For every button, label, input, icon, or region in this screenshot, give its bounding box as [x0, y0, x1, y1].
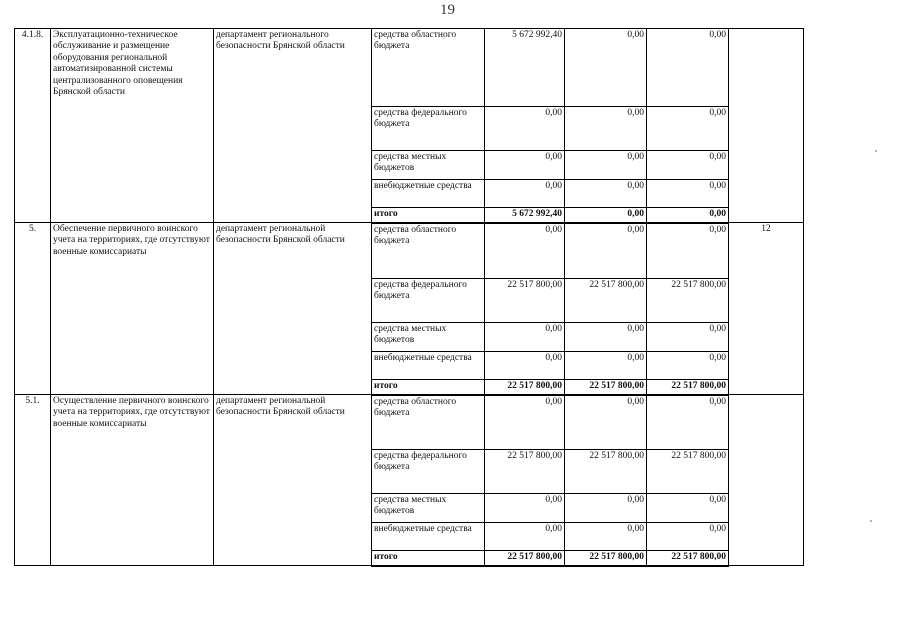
amount-cell: 22 517 800,00 [485, 551, 565, 566]
measure-number: 5.1. [15, 395, 51, 566]
page-number: 19 [440, 2, 455, 18]
amount-cell: 0,00 [647, 323, 729, 352]
amount-cell: 0,00 [565, 494, 647, 523]
amount-cell: 0,00 [565, 107, 647, 151]
amount-cell: 0,00 [565, 395, 647, 450]
amount-cell: 0,00 [485, 523, 565, 551]
amount-cell: 0,00 [647, 395, 729, 450]
amount-cell: 22 517 800,00 [565, 450, 647, 494]
table-row [15, 395, 804, 450]
amount-cell: 22 517 800,00 [565, 279, 647, 323]
amount-cell: 22 517 800,00 [565, 380, 647, 395]
amount-cell: 0,00 [485, 223, 565, 279]
measure-name: Обеспечение первичного воинского учета на территориях, где отсутствуют военные комиссариаты [51, 223, 214, 395]
amount-cell: 0,00 [647, 180, 729, 208]
amount-cell: 0,00 [647, 494, 729, 523]
funding-source: средства федерального бюджета [372, 450, 485, 494]
funding-source: средства местных бюджетов [372, 323, 485, 352]
budget-table [14, 28, 804, 567]
amount-cell: 0,00 [647, 29, 729, 107]
amount-cell: 0,00 [647, 352, 729, 380]
scan-speck [870, 520, 872, 522]
indicator-number [729, 395, 804, 566]
amount-cell: 22 517 800,00 [485, 279, 565, 323]
amount-cell: 0,00 [485, 151, 565, 180]
amount-cell: 0,00 [485, 107, 565, 151]
amount-cell: 0,00 [565, 151, 647, 180]
amount-cell: 0,00 [485, 352, 565, 380]
amount-cell: 5 672 992,40 [485, 208, 565, 223]
amount-cell: 0,00 [485, 180, 565, 208]
amount-cell: 0,00 [565, 223, 647, 279]
amount-cell: 0,00 [485, 494, 565, 523]
funding-source: средства федерального бюджета [372, 279, 485, 323]
amount-cell: 0,00 [647, 223, 729, 279]
funding-source: внебюджетные средства [372, 523, 485, 551]
amount-cell: 0,00 [565, 180, 647, 208]
amount-cell: 0,00 [485, 323, 565, 352]
amount-cell: 5 672 992,40 [485, 29, 565, 107]
amount-cell: 22 517 800,00 [485, 380, 565, 395]
funding-source: итого [372, 208, 485, 223]
table-row [15, 223, 804, 279]
funding-source: внебюджетные средства [372, 180, 485, 208]
scan-speck [875, 150, 877, 152]
indicator-number [729, 29, 804, 223]
amount-cell: 0,00 [647, 523, 729, 551]
amount-cell: 0,00 [565, 323, 647, 352]
amount-cell: 0,00 [565, 29, 647, 107]
funding-source: средства областного бюджета [372, 223, 485, 279]
funding-source: средства областного бюджета [372, 29, 485, 107]
funding-source: средства федерального бюджета [372, 107, 485, 151]
amount-cell: 0,00 [565, 208, 647, 223]
amount-cell: 22 517 800,00 [647, 279, 729, 323]
measure-name: Эксплуатационно-техническое обслуживание и размещение оборудования региональной автоматизированной системы централизованного оповещения Брянской области [51, 29, 214, 223]
amount-cell: 22 517 800,00 [647, 551, 729, 566]
amount-cell: 0,00 [485, 395, 565, 450]
amount-cell: 0,00 [647, 208, 729, 223]
measure-executor: департамент региональной безопасности Брянской области [214, 395, 372, 566]
funding-source: итого [372, 551, 485, 566]
measure-name: Осуществление первичного воинского учета на территориях, где отсутствуют военные комиссариаты [51, 395, 214, 566]
amount-cell: 0,00 [647, 107, 729, 151]
measure-executor: департамент региональной безопасности Брянской области [214, 223, 372, 395]
measure-number: 5. [15, 223, 51, 395]
amount-cell: 0,00 [565, 523, 647, 551]
amount-cell: 22 517 800,00 [647, 380, 729, 395]
funding-source: внебюджетные средства [372, 352, 485, 380]
measure-number: 4.1.8. [15, 29, 51, 223]
funding-source: итого [372, 380, 485, 395]
indicator-number: 12 [729, 223, 804, 395]
funding-source: средства местных бюджетов [372, 494, 485, 523]
amount-cell: 0,00 [565, 352, 647, 380]
amount-cell: 22 517 800,00 [485, 450, 565, 494]
measure-executor: департамент регионального безопасности Брянской области [214, 29, 372, 223]
funding-source: средства местных бюджетов [372, 151, 485, 180]
amount-cell: 22 517 800,00 [565, 551, 647, 566]
funding-source: средства областного бюджета [372, 395, 485, 450]
table-row [15, 29, 804, 107]
amount-cell: 22 517 800,00 [647, 450, 729, 494]
amount-cell: 0,00 [647, 151, 729, 180]
